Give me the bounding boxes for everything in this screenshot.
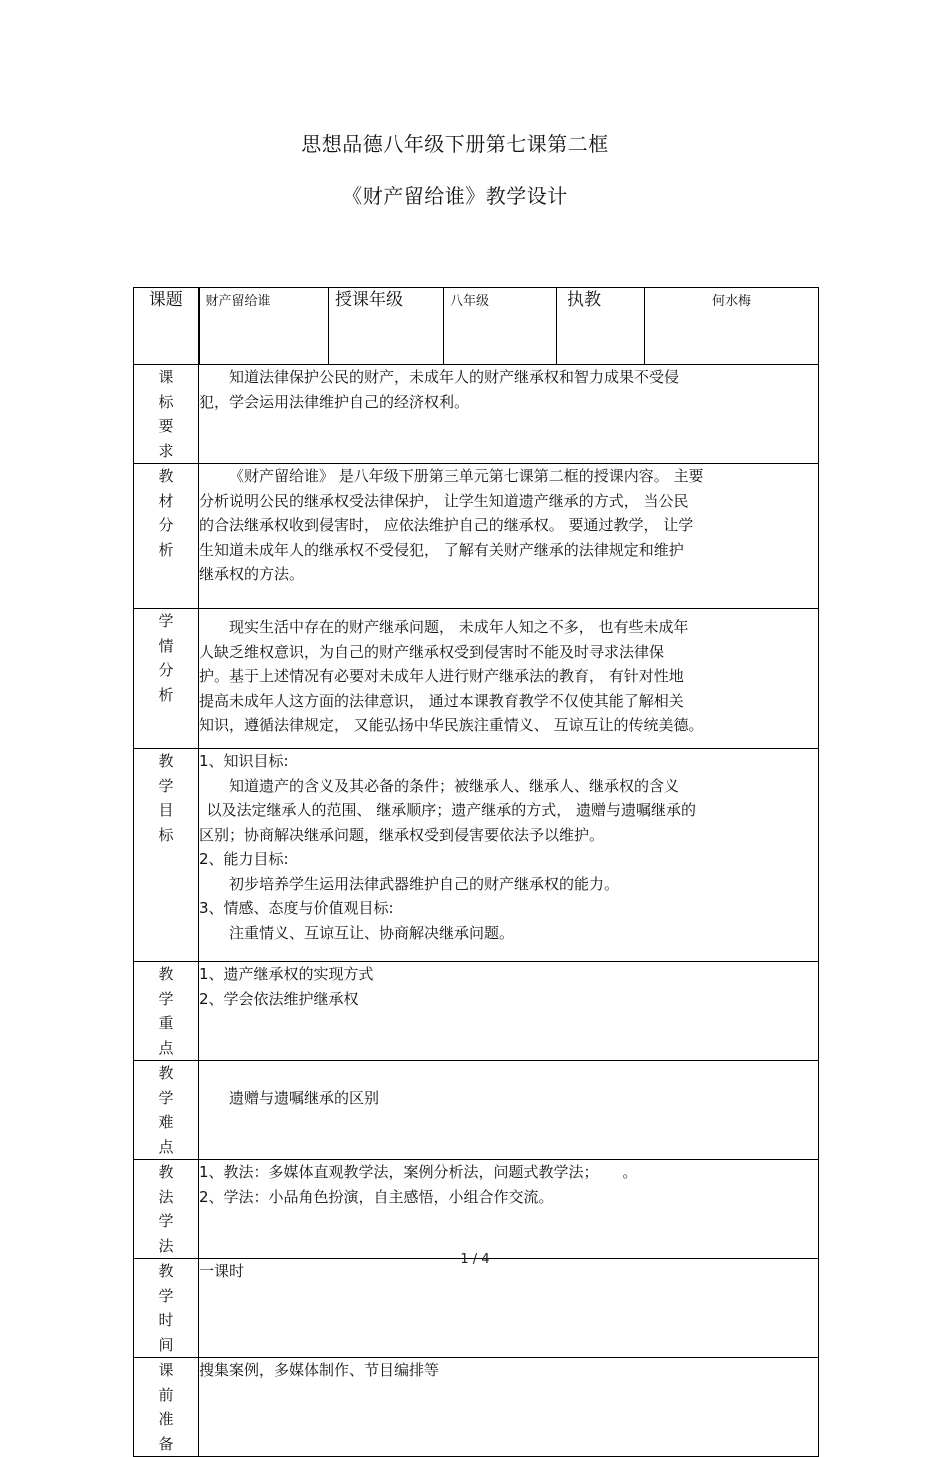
row-label: 教 学 目 标 [134,749,199,962]
row-curriculum [134,365,819,464]
row-methods [134,1160,819,1259]
row-content: 知道法律保护公民的财产，未成年人的财产继承权和智力成果不受侵 犯，学会运用法律维护自己的经济权利。 [199,365,819,464]
row-material-analysis [134,464,819,609]
doc-title-line2: 《财产留给谁》教学设计 [342,184,568,208]
row-key-points [134,962,819,1061]
row-content: 1、知识目标: 知道遗产的含义及其必备的条件；被继承人、继承人、继承权的含义 以及法定继承人的范围、 继承顺序；遗产继承的方式， 遗赠与遗嘱继承的 区别；协商解决继承问题，继承权受到侵害要依法予以维护。 2、能力目标: 初步培养学生运用法律武器维护自己的财产继承权的能力。 3、情感、态度与价值观目标: 注重情义、互谅互让、协商解决继承问题。 [199,749,819,962]
row-content: 一课时 [199,1259,819,1358]
row-preparation [134,1358,819,1457]
row-label: 教 学 难 点 [134,1061,199,1160]
row-label: 教 法 学 法 [134,1160,199,1259]
row-teaching-objectives [134,749,819,962]
topic-value-cell: 财产留给谁 [199,288,329,365]
row-label: 教 学 重 点 [134,962,199,1061]
row-content: 《财产留给谁》 是八年级下册第三单元第七课第二框的授课内容。 主要 分析说明公民的继承权受法律保护， 让学生知道遗产继承的方式， 当公民 的合法继承权收到侵害时， 应依法维护自己的继承权。 要通过教学， 让学 生知道未成年人的继承权不受侵犯， 了解有关财产继承的法律规定和维护 继承权的方法。 [199,464,819,609]
teacher-label-cell: 执教 [557,288,645,365]
row-difficulties [134,1061,819,1160]
row-content: 遗赠与遗嘱继承的区别 [199,1061,819,1160]
grade-label-cell: 授课年级 [329,288,444,365]
row-time [134,1259,819,1358]
row-content: 1、教法：多媒体直观教学法，案例分析法，问题式教学法； 。 2、学法：小品角色扮演，自主感悟，小组合作交流。 [199,1160,819,1259]
row-label: 学 情 分 析 [134,609,199,749]
header-row [134,288,819,365]
lesson-plan-table [133,287,819,1457]
page-number: 1 / 4 [460,1252,490,1267]
row-label: 教 学 时 间 [134,1259,199,1358]
teacher-value-cell: 何水梅 [645,288,819,365]
row-student-analysis [134,609,819,749]
row-label: 课 标 要 求 [134,365,199,464]
grade-value-cell: 八年级 [444,288,557,365]
row-content: 现实生活中存在的财产继承问题， 未成年人知之不多， 也有些未成年 人缺乏维权意识，为自己的财产继承权受到侵害时不能及时寻求法律保 护。基于上述情况有必要对未成年人进行财产继承法的教育， 有针对性地 提高未成年人这方面的法律意识， 通过本课教育教学不仅使其能了解相关 知识，遵循法律规定， 又能弘扬中华民族注重情义、 互谅互让的传统美德。 [199,609,819,749]
row-content: 1、遗产继承权的实现方式 2、学会依法维护继承权 [199,962,819,1061]
topic-label-cell: 课题 [134,288,199,365]
row-label: 教 材 分 析 [134,464,199,609]
doc-title-line1: 思想品德八年级下册第七课第二框 [301,132,609,156]
row-label: 课 前 准 备 [134,1358,199,1457]
row-content: 搜集案例，多媒体制作、节目编排等 [199,1358,819,1457]
